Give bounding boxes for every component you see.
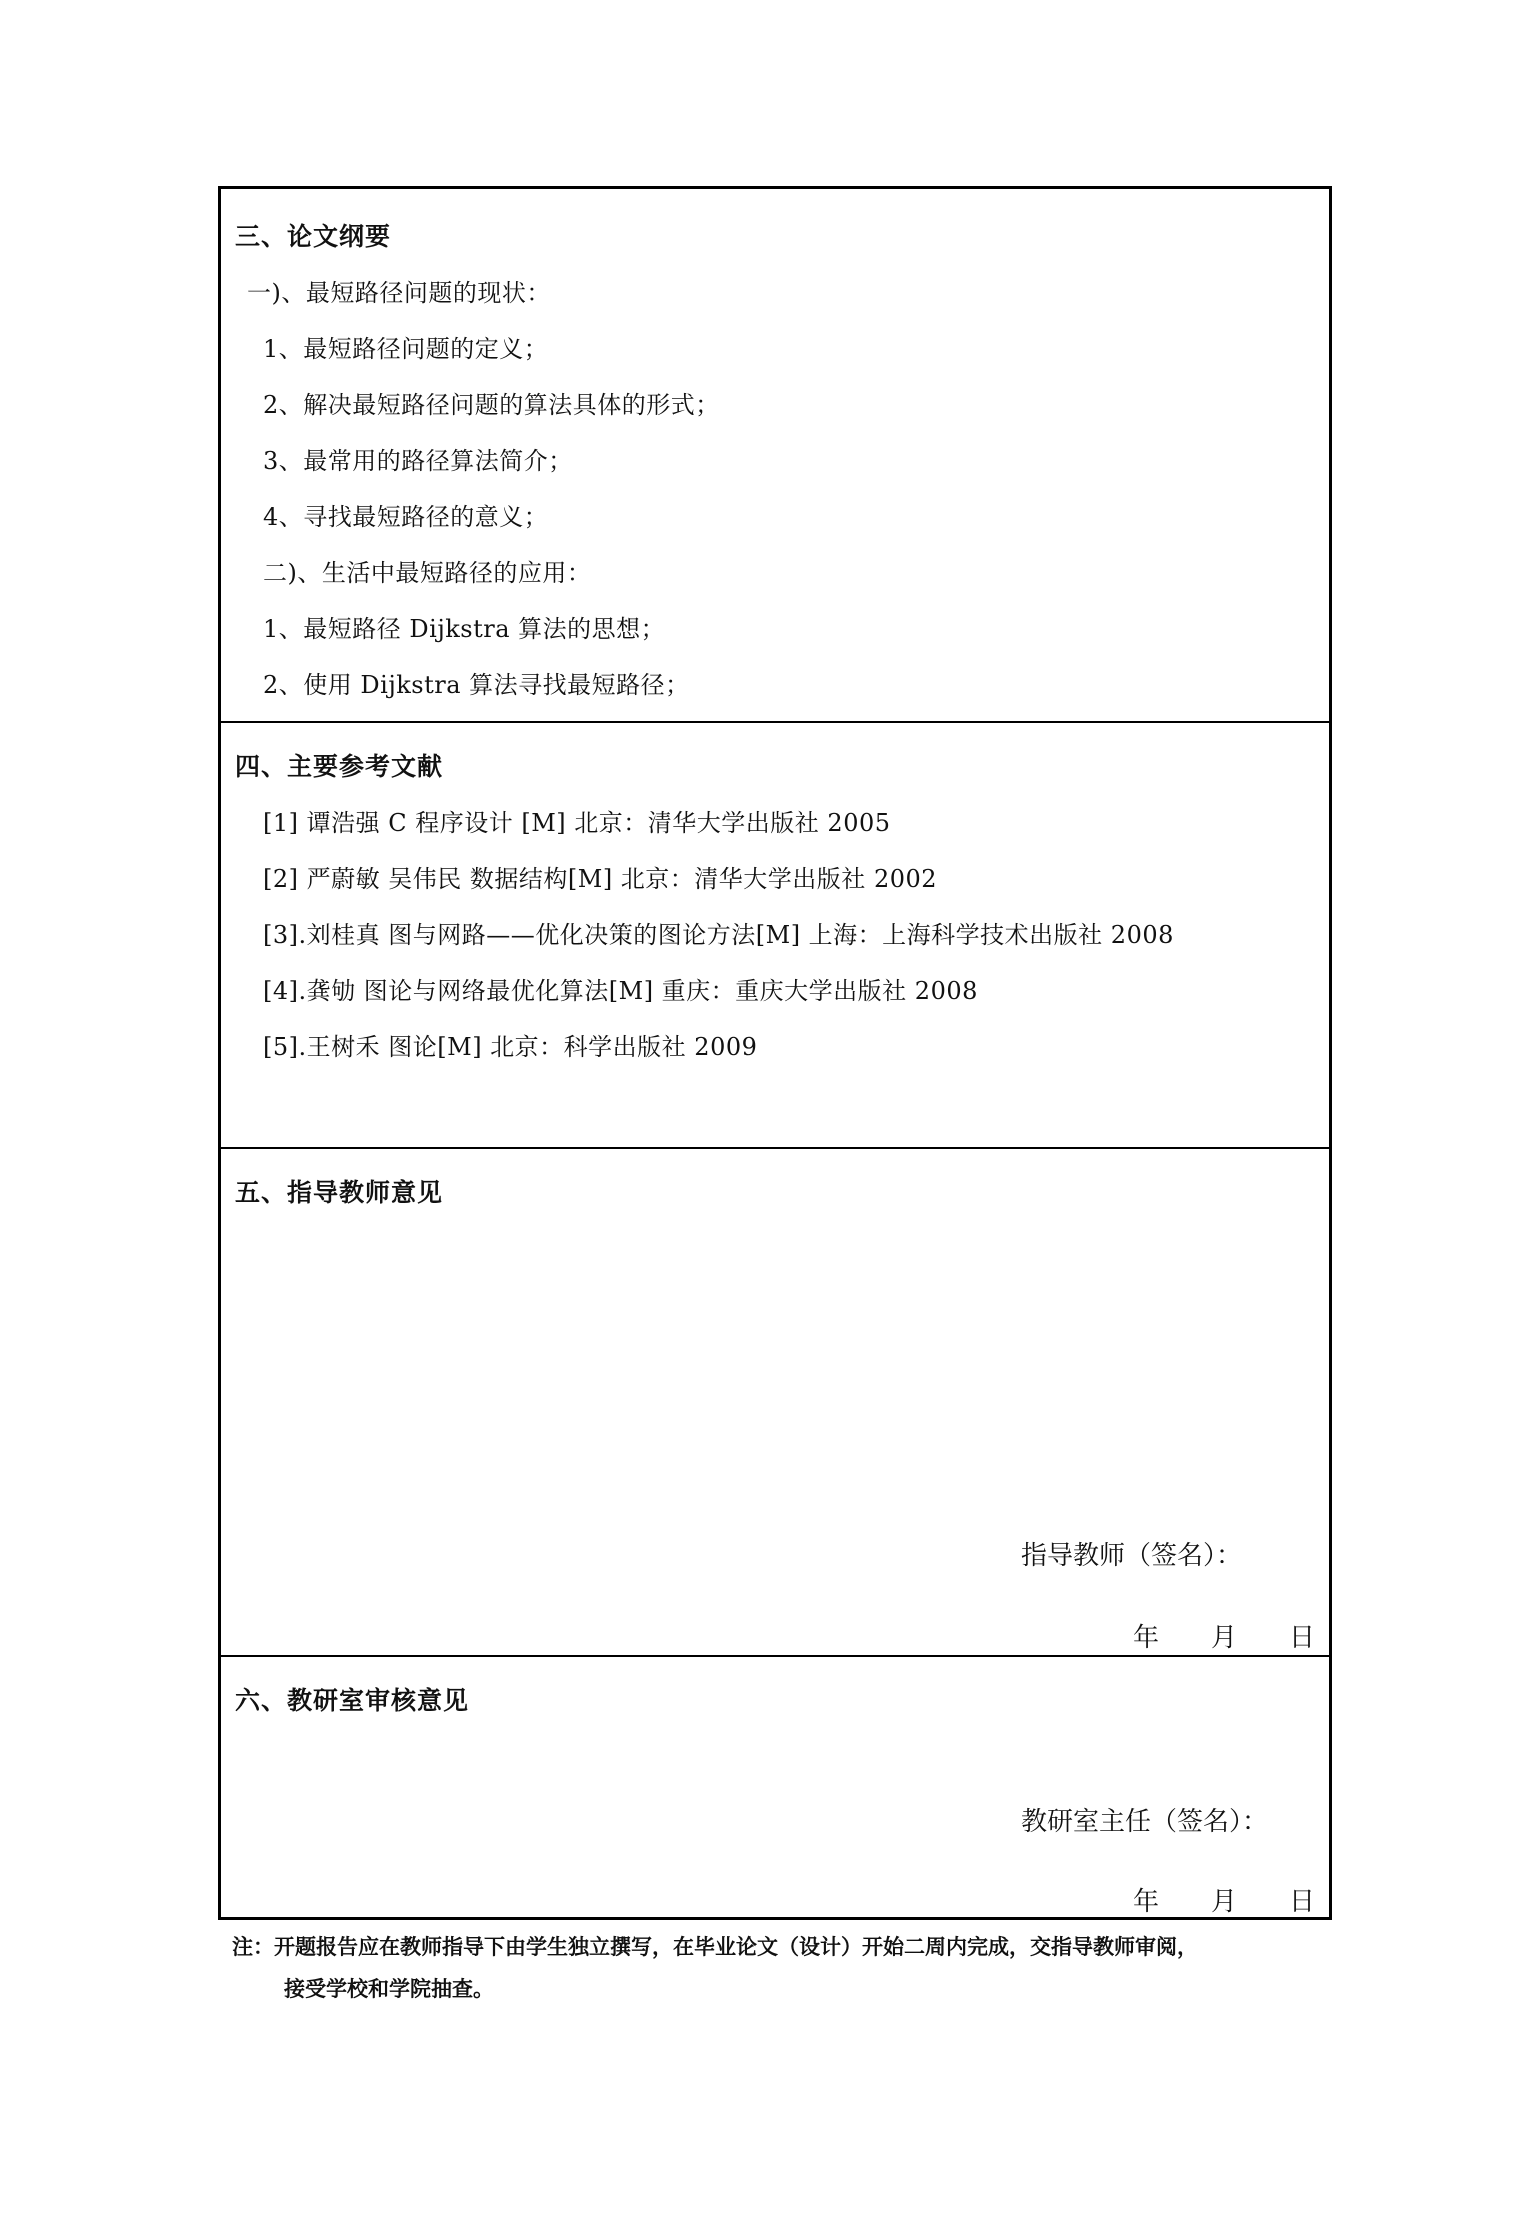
- reference-item: [3].刘桂真 图与网路——优化决策的图论方法[M] 上海：上海科学技术出版社 2008: [263, 921, 1174, 949]
- reference-item: [2] 严蔚敏 吴伟民 数据结构[M] 北京：清华大学出版社 2002: [263, 865, 938, 893]
- section-heading: 五、指导教师意见: [235, 1178, 444, 1207]
- reference-item: [4].龚劬 图论与网络最优化算法[M] 重庆：重庆大学出版社 2008: [263, 977, 978, 1005]
- outline-line: 一)、最短路径问题的现状：: [247, 279, 551, 307]
- department-head-signature-label: 教研室主任（签名）：: [1021, 1807, 1269, 1837]
- date-month-label: 月: [1210, 1887, 1237, 1917]
- date-day-label: 日: [1288, 1623, 1315, 1653]
- date-day-label: 日: [1288, 1887, 1315, 1917]
- outline-line: 1、最短路径问题的定义；: [263, 335, 549, 363]
- section-heading: 三、论文纲要: [235, 222, 392, 251]
- reference-item: [1] 谭浩强 C 程序设计 [M] 北京：清华大学出版社 2005: [263, 809, 891, 837]
- section-heading: 四、主要参考文献: [235, 752, 444, 781]
- outline-line: 2、解决最短路径问题的算法具体的形式；: [263, 391, 720, 419]
- outline-line: 4、寻找最短路径的意义；: [263, 503, 549, 531]
- footnote-line: 注：开题报告应在教师指导下由学生独立撰写，在毕业论文（设计）开始二周内完成，交指导教师审阅，: [232, 1934, 1198, 1959]
- section-advisor-opinion: [221, 1149, 1329, 1657]
- department-date: [1133, 1881, 1315, 1918]
- advisor-signature-label: 指导教师（签名）：: [1021, 1541, 1243, 1571]
- date-month-label: 月: [1210, 1623, 1237, 1653]
- reference-item: [5].王树禾 图论[M] 北京：科学出版社 2009: [263, 1033, 758, 1061]
- section-heading: 六、教研室审核意见: [235, 1686, 470, 1715]
- footnote-line: 接受学校和学院抽查。: [284, 1976, 494, 2001]
- outline-line: 2、使用 Dijkstra 算法寻找最短路径；: [263, 671, 690, 699]
- section-department-review: [221, 1657, 1329, 1920]
- date-year-label: 年: [1132, 1887, 1159, 1917]
- date-year-label: 年: [1132, 1623, 1159, 1653]
- footnote: [232, 1926, 1332, 2010]
- section-thesis-outline: [221, 189, 1329, 723]
- outline-line: 1、最短路径 Dijkstra 算法的思想；: [263, 615, 666, 643]
- advisor-date: [1133, 1617, 1315, 1654]
- section-references: [221, 723, 1329, 1149]
- report-form-table: [218, 186, 1332, 1920]
- outline-line: 二)、生活中最短路径的应用：: [263, 559, 592, 587]
- outline-line: 3、最常用的路径算法简介；: [263, 447, 573, 475]
